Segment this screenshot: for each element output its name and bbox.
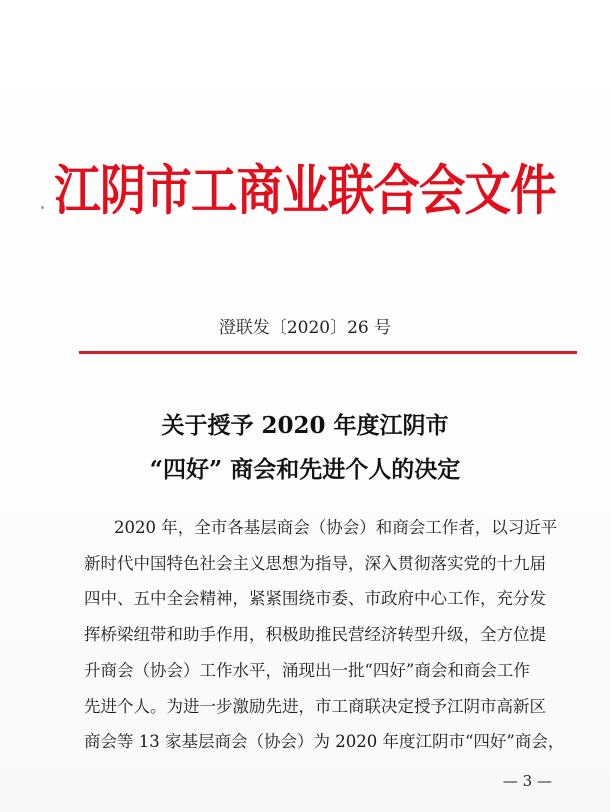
body-line: 先进个人。为进一步激励先进，市工商联决定授予江阴市高新区 <box>84 696 546 716</box>
body-paragraph <box>84 510 584 760</box>
document-title-line-2: “四好” 商会和先进个人的决定 <box>149 456 461 483</box>
header-divider-line <box>79 351 577 354</box>
document-number: 澄联发〔2020〕26 号 <box>218 318 392 338</box>
body-line: 挥桥梁纽带和助手作用，积极助推民营经济转型升级，全方位提 <box>84 625 546 645</box>
body-line: 2020 年，全市各基层商会（协会）和商会工作者，以习近平 <box>114 518 558 537</box>
body-line: 升商会（协会）工作水平，涌现出一批“四好”商会和商会工作 <box>84 660 530 680</box>
document-title-line-1: 关于授予 2020 年度江阴市 <box>161 412 449 439</box>
page-number: — 3 — <box>502 772 552 790</box>
org-header-title: 江阴市工商业联合会文件 <box>54 159 556 222</box>
body-line: 四中、五中全会精神，紧紧围绕市委、市政府中心工作，充分发 <box>84 589 546 609</box>
body-line: 新时代中国特色社会主义思想为指导，深入贯彻落实党的十九届 <box>84 553 546 573</box>
body-line: 商会等 13 家基层商会（协会）为 2020 年度江阴市“四好”商会， <box>84 732 565 752</box>
